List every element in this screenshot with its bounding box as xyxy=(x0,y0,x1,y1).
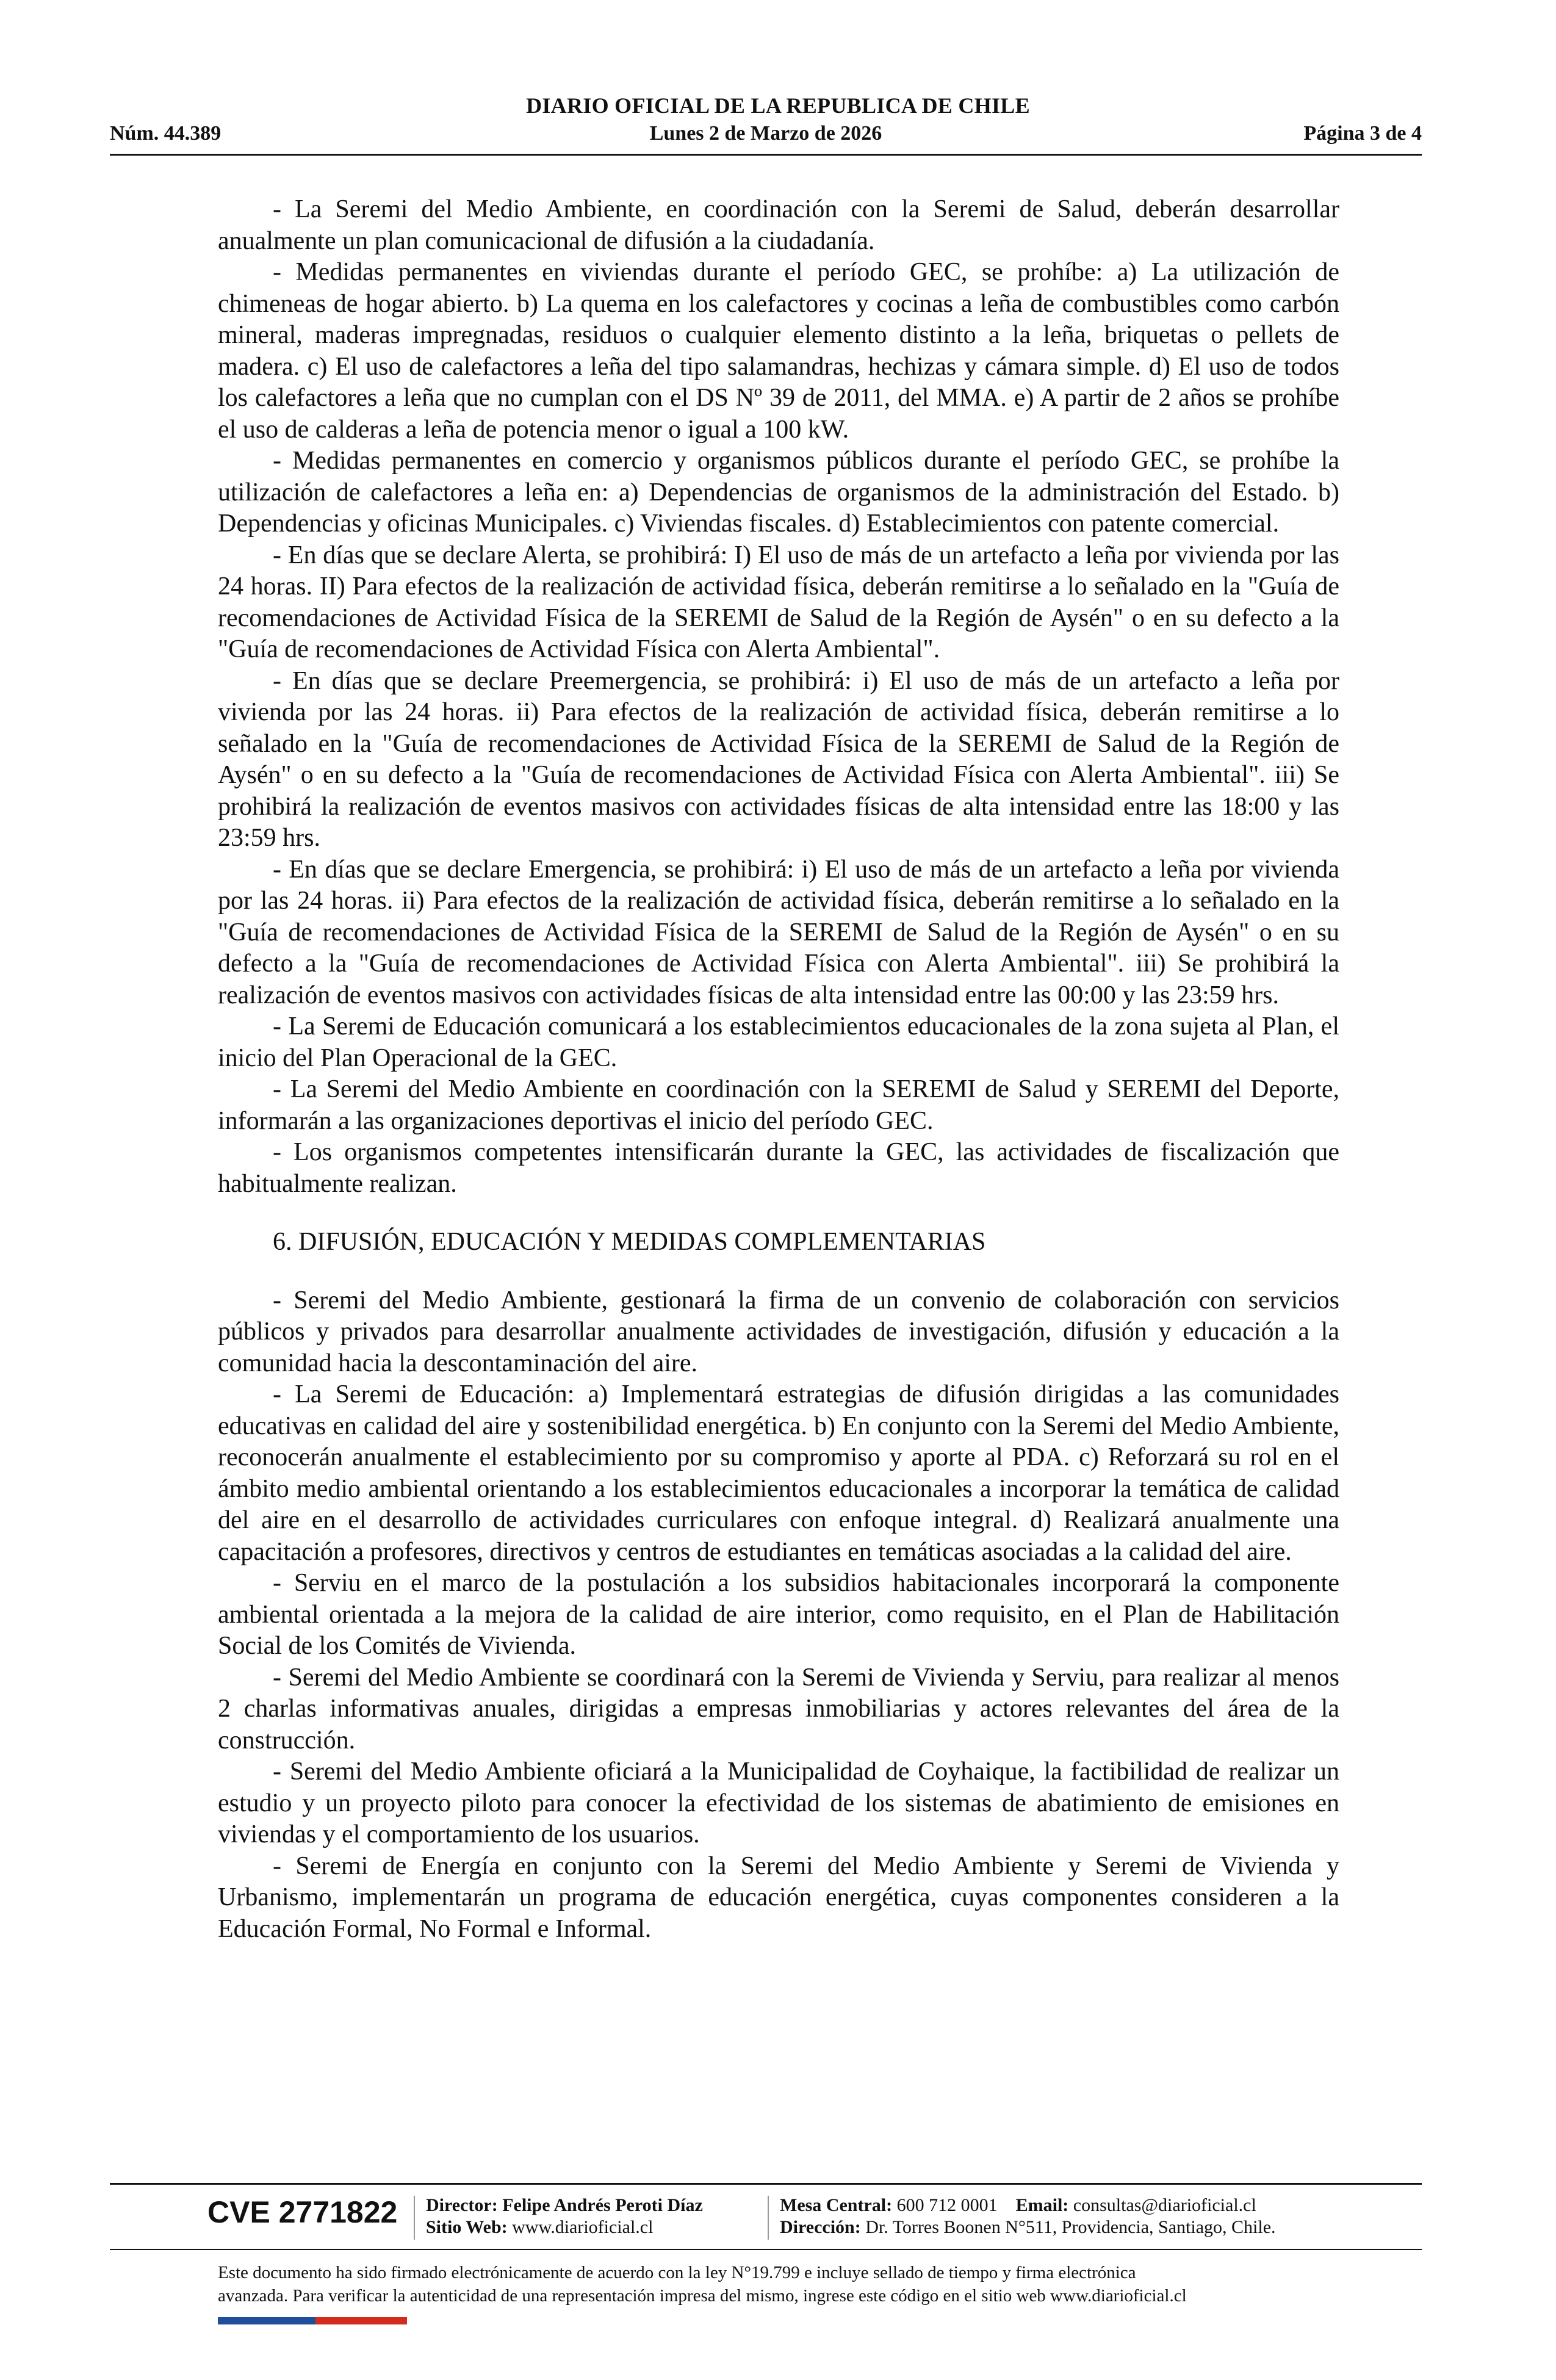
section-heading: 6. DIFUSIÓN, EDUCACIÓN Y MEDIDAS COMPLEMENTARIAS xyxy=(273,1228,986,1256)
legal-line: Este documento ha sido firmado electrónicamente de acuerdo con la ley N°19.799 e incluye sellado de tiempo y firma electrónica xyxy=(218,2263,1136,2282)
email-link[interactable]: consultas@diarioficial.cl xyxy=(1073,2195,1256,2215)
paragraph: - En días que se declare Preemergencia, se prohibirá: i) El uso de más de un artefacto a leña por vivienda por las 24 horas. ii) Para efectos de la realización de actividad física, deberán remitirse a lo señalado en la "Guía de recomendaciones de Actividad Física de la SEREMI de Salud de la Región de Aysén" o en su defecto a la "Guía de recomendaciones de Actividad Física con Alerta Ambiental". iii) Se prohibirá la realización de eventos masivos con actividades físicas de alta intensidad entre las 18:00 y las 23:59 hrs. xyxy=(218,666,1339,852)
address-value: Dr. Torres Boonen N°511, Providencia, Santiago, Chile. xyxy=(865,2217,1276,2237)
paragraph: - En días que se declare Alerta, se prohibirá: I) El uso de más de un artefacto a leña por vivienda por las 24 horas. II) Para efectos de la realización de actividad física, deberán remitirse a lo señalado en la "Guía de recomendaciones de Actividad Física de la SEREMI de Salud de la Región de Aysén" o en su defecto a la "Guía de recomendaciones de Actividad Física con Alerta Ambiental". xyxy=(218,541,1339,663)
flag-stripe-red xyxy=(315,2317,407,2324)
flag-stripe-blue xyxy=(218,2317,315,2324)
director-label: Director: xyxy=(426,2195,498,2215)
phone-label: Mesa Central: xyxy=(780,2195,893,2215)
paragraph: - Medidas permanentes en viviendas durante el período GEC, se prohíbe: a) La utilización de chimeneas de hogar abierto. b) La quema en los calefactores y cocinas a leña de combustibles como carbón mineral, maderas impregnadas, residuos o cualquier elemento distinto a la leña, briquetas o pellets de madera. c) El uso de calefactores a leña del tipo salamandras, hechizas y cámara simple. d) El uso de todos los calefactores a leña que no cumplan con el DS Nº 39 de 2011, del MMA. e) A partir de 2 años se prohíbe el uso de calderas a leña de potencia menor o igual a 100 kW. xyxy=(218,258,1339,444)
website-label: Sitio Web: xyxy=(426,2217,508,2237)
footer-divider-2 xyxy=(110,2249,1422,2250)
footer-divider xyxy=(110,2183,1422,2185)
document-body xyxy=(218,194,1339,1945)
header-divider xyxy=(110,154,1422,156)
footer-separator xyxy=(414,2196,415,2240)
email-label: Email: xyxy=(1015,2195,1069,2215)
page-indicator: Página 3 de 4 xyxy=(1303,122,1422,145)
website-link[interactable]: www.diarioficial.cl xyxy=(512,2217,654,2237)
director-name: Felipe Andrés Peroti Díaz xyxy=(502,2195,703,2215)
paragraph: - Seremi del Medio Ambiente oficiará a la Municipalidad de Coyhaique, la factibilidad de realizar un estudio y un proyecto piloto para conocer la efectividad de los sistemas de abatimiento de emisiones en viviendas y el comportamiento de los usuarios. xyxy=(218,1758,1339,1848)
paragraph: - Los organismos competentes intensificarán durante la GEC, las actividades de fiscalización que habitualmente realizan. xyxy=(218,1138,1339,1198)
footer-separator xyxy=(768,2196,769,2240)
phone-value: 600 712 0001 xyxy=(896,2195,998,2215)
paragraph: - Seremi del Medio Ambiente, gestionará la firma de un convenio de colaboración con servicios públicos y privados para desarrollar anualmente actividades de investigación, difusión y educación a la comunidad hacia la descontaminación del aire. xyxy=(218,1286,1339,1377)
paragraph: - Seremi de Energía en conjunto con la Seremi del Medio Ambiente y Seremi de Vivienda y Urbanismo, implementarán un programa de educación energética, cuyas componentes consideren a la Educación Formal, No Formal e Informal. xyxy=(218,1852,1339,1943)
legal-line: avanzada. Para verificar la autenticidad de una representación impresa del mismo, ingrese este código en el sitio web www.diarioficial.cl xyxy=(218,2286,1187,2306)
cve-code: CVE 2771822 xyxy=(207,2195,398,2229)
footer-contact-block xyxy=(780,2194,1276,2238)
paragraph: - Serviu en el marco de la postulación a los subsidios habitacionales incorporará la componente ambiental orientada a la mejora de la calidad de aire interior, como requisito, en el Plan de Habilitación Social de los Comités de Vivienda. xyxy=(218,1569,1339,1660)
paragraph: - En días que se declare Emergencia, se prohibirá: i) El uso de más de un artefacto a leña por vivienda por las 24 horas. ii) Para efectos de la realización de actividad física, deberán remitirse a lo señalado en la "Guía de recomendaciones de Actividad Física de la SEREMI de Salud de la Región de Aysén" o en su defecto a la "Guía de recomendaciones de Actividad Física con Alerta Ambiental". iii) Se prohibirá la realización de eventos masivos con actividades físicas de alta intensidad entre las 00:00 y las 23:59 hrs. xyxy=(218,855,1339,1009)
paragraph: - La Seremi del Medio Ambiente en coordinación con la SEREMI de Salud y SEREMI del Deporte, informarán a las organizaciones deportivas el inicio del período GEC. xyxy=(218,1075,1339,1135)
paragraph: - Medidas permanentes en comercio y organismos públicos durante el período GEC, se prohíbe la utilización de calefactores a leña en: a) Dependencias de organismos de la administración del Estado. b) Dependencias y oficinas Municipales. c) Viviendas fiscales. d) Establecimientos con patente comercial. xyxy=(218,447,1339,538)
address-label: Dirección: xyxy=(780,2217,861,2237)
legal-notice xyxy=(218,2261,1339,2307)
paragraph: - La Seremi de Educación: a) Implementará estrategias de difusión dirigidas a las comunidades educativas en calidad del aire y sostenibilidad energética. b) En conjunto con la Seremi del Medio Ambiente, reconocerán anualmente el establecimiento por su compromiso y aporte al PDA. c) Reforzará su rol en el ámbito medio ambiental orientando a los establecimientos educacionales a incorporar la temática de calidad del aire en el desarrollo de actividades curriculares con enfoque integral. d) Realizará anualmente una capacitación a profesores, directivos y centros de estudiantes en temáticas asociadas a la calidad del aire. xyxy=(218,1380,1339,1566)
paragraph: - La Seremi de Educación comunicará a los establecimientos educacionales de la zona sujeta al Plan, el inicio del Plan Operacional de la GEC. xyxy=(218,1012,1339,1072)
issue-date: Lunes 2 de Marzo de 2026 xyxy=(649,122,882,145)
newspaper-title: DIARIO OFICIAL DE LA REPUBLICA DE CHILE xyxy=(526,93,1030,118)
footer-director-block xyxy=(426,2194,703,2238)
paragraph: - Seremi del Medio Ambiente se coordinará con la Seremi de Vivienda y Serviu, para realizar al menos 2 charlas informativas anuales, dirigidas a empresas inmobiliarias y actores relevantes del área de la construcción. xyxy=(218,1663,1339,1754)
issue-number: Núm. 44.389 xyxy=(110,122,222,145)
paragraph: - La Seremi del Medio Ambiente, en coordinación con la Seremi de Salud, deberán desarrollar anualmente un plan comunicacional de difusión a la ciudadanía. xyxy=(218,195,1339,255)
header-row xyxy=(110,122,1422,151)
